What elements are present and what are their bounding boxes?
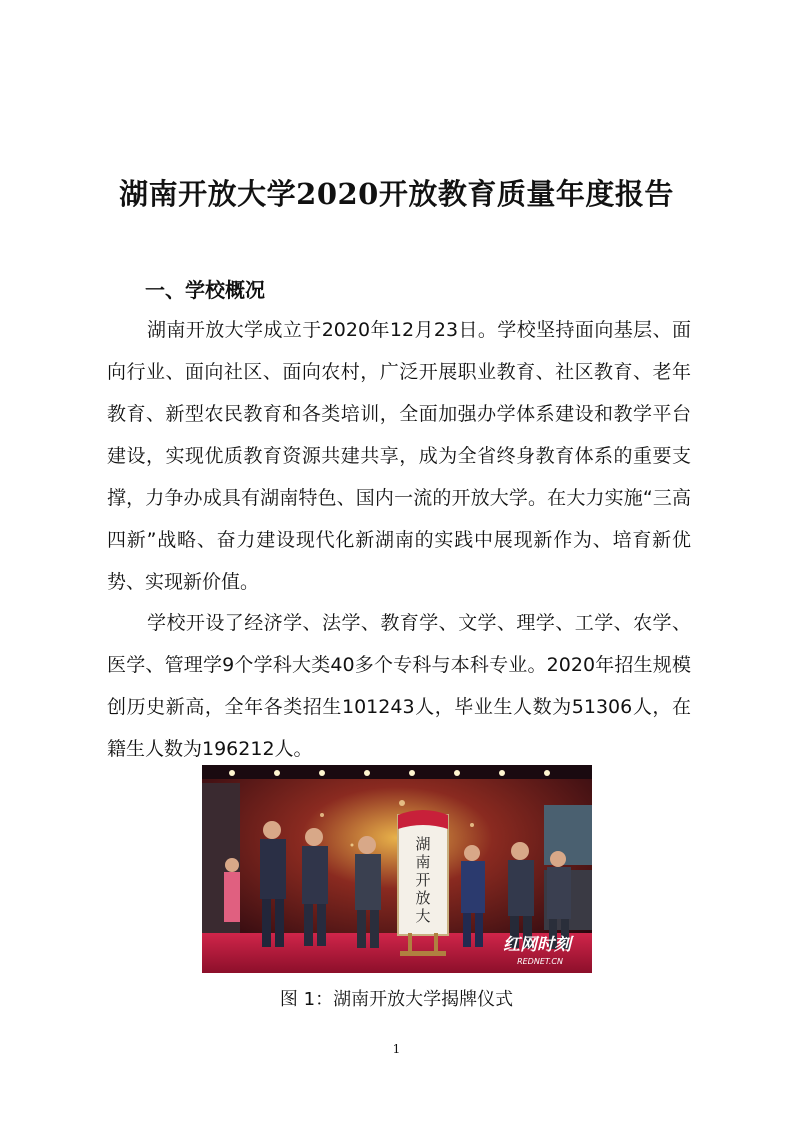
paragraph-overview: 湖南开放大学成立于2020年12月23日。学校坚持面向基层、面向行业、面向社区、面向农村，广泛开展职业教育、社区教育、老年教育、新型农民教育和各类培训，全面加强办学体系建设和教学平台建设，实现优质教育资源共建共享，成为全省终身教育体系的重要支撑，力争办成具有湖南特色、国内一流的开放大学。在大力实施“三高四新”战略、奋力建设现代化新湖南的实践中展现新作为、培育新优势、实现新价值。: [107, 319, 691, 593]
svg-text:湖: 湖: [415, 835, 431, 853]
section-heading: 一、学校概况: [145, 278, 265, 302]
svg-text:大: 大: [415, 907, 431, 925]
paragraph-enrollment: 学校开设了经济学、法学、教育学、文学、理学、工学、农学、医学、管理学9个学科大类40多个专科与本科专业。2020年招生规模创历史新高，全年各类招生101243人，毕业生人数为51306人，在籍生人数为196212人。: [107, 612, 691, 760]
page-number: 1: [392, 1042, 401, 1056]
svg-text:开: 开: [415, 871, 431, 889]
document-title: 湖南开放大学2020开放教育质量年度报告: [119, 177, 674, 211]
svg-text:红网时刻: 红网时刻: [503, 935, 571, 955]
svg-text:放: 放: [415, 889, 431, 907]
figure-caption: 图 1：湖南开放大学揭牌仪式: [279, 989, 514, 1010]
unveiling-ceremony-photo: [202, 765, 592, 973]
svg-text:REDNET.CN: REDNET.CN: [517, 957, 563, 966]
svg-text:南: 南: [415, 853, 431, 871]
